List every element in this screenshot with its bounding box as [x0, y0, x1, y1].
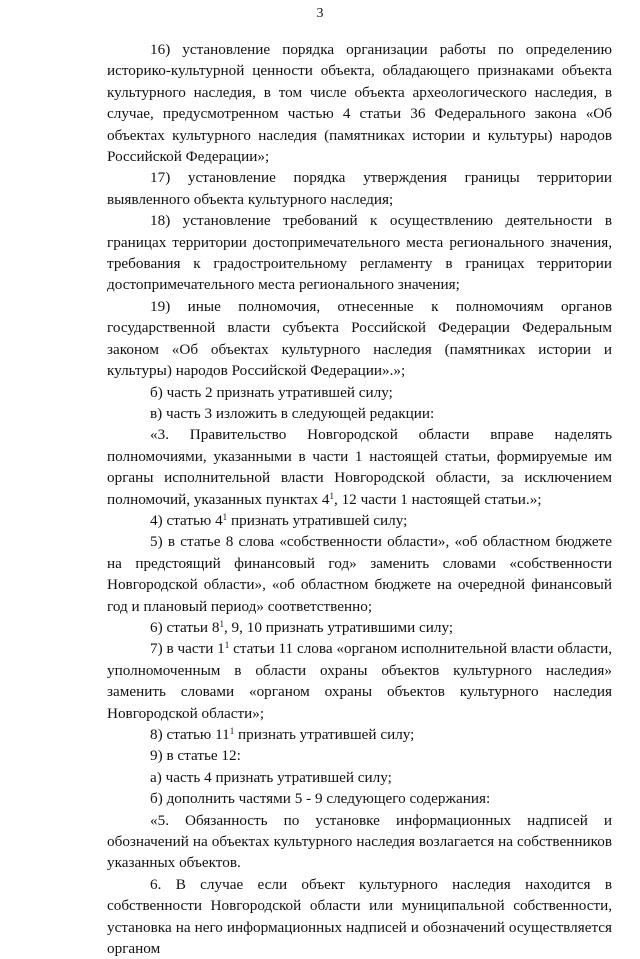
paragraph: а) часть 4 признать утратившей силу;: [150, 768, 392, 786]
paragraph: 6. В случае если объект культурного наследия находится в собственности Новгородской области или муниципальной собственности, установка на него информационных надписей и обозначений осуществляется органом: [107, 875, 612, 958]
paragraph: 7) в части $1^1$ статьи 11 слова «органом исполнительной власти области, уполномоченным в области охраны объектов культурного наследия» заменить словами «органом охраны объектов культурного наследия Новгородской области»;: [107, 640, 612, 722]
paragraph: 17) установление порядка утверждения границы территории выявленного объекта культурного наследия;: [107, 169, 612, 208]
paragraph: в) часть 3 изложить в следующей редакции:: [150, 404, 435, 422]
paragraph: б) дополнить частями 5 - 9 следующего содержания:: [150, 790, 491, 808]
paragraph: 18) установление требований к осуществлению деятельности в границах территории достопримечательного места регионального значения, требования к градостроительному регламенту в границах территории достопримечательного места регионального значения;: [107, 212, 612, 294]
paragraph: 9) в статье 12:: [150, 747, 241, 765]
paragraph: 4) статью $4^1$ признать утратившей силу;: [150, 511, 408, 529]
paragraph: б) часть 2 признать утратившей силу;: [150, 383, 393, 401]
paragraph: «5. Обязанность по установке информационных надписей и обозначений на объектах культурного наследия возлагается на собственников указанных объектов.: [107, 811, 612, 872]
paragraph: 16) установление порядка организации работы по определению историко-культурной ценности объекта, обладающего признаками объекта культурного наследия, в том числе объекта археологического наследия, в случае, предусмотренном частью 4 статьи 36 Федерального закона «Об объектах культурного наследия (памятниках истории и культуры) народов Российской Федерации»;: [107, 41, 612, 166]
paragraph: 8) статью $11^1$ признать утратившей силу;: [150, 726, 415, 743]
paragraph: 6) статьи $8^1$, 9, 10 признать утратившими силу;: [150, 618, 454, 636]
paragraph: 5) в статье 8 слова «собственности области», «об областном бюджете на предстоящий финансовый год» заменить словами «собственности Новгородской области», «об областном бюджете на очередной финансовый год и плановый период» соответственно;: [107, 533, 612, 615]
page-number: 3: [316, 6, 324, 21]
paragraph: 19) иные полномочия, отнесенные к полномочиям органов государственной власти субъекта Российской Федерации Федеральным законом «Об объектах культурного наследия (памятниках истории и культуры) народов Российской Федерации».»;: [107, 297, 612, 380]
document-body: [107, 39, 612, 959]
paragraph: «3. Правительство Новгородской области вправе наделять полномочиями, указанными в части 1 настоящей статьи, формируемые им органы исполнительной власти Новгородской области, за исключением полномочий, указанных пунктах $4^1$, 12 части 1 настоящей статьи.»;: [107, 426, 612, 508]
